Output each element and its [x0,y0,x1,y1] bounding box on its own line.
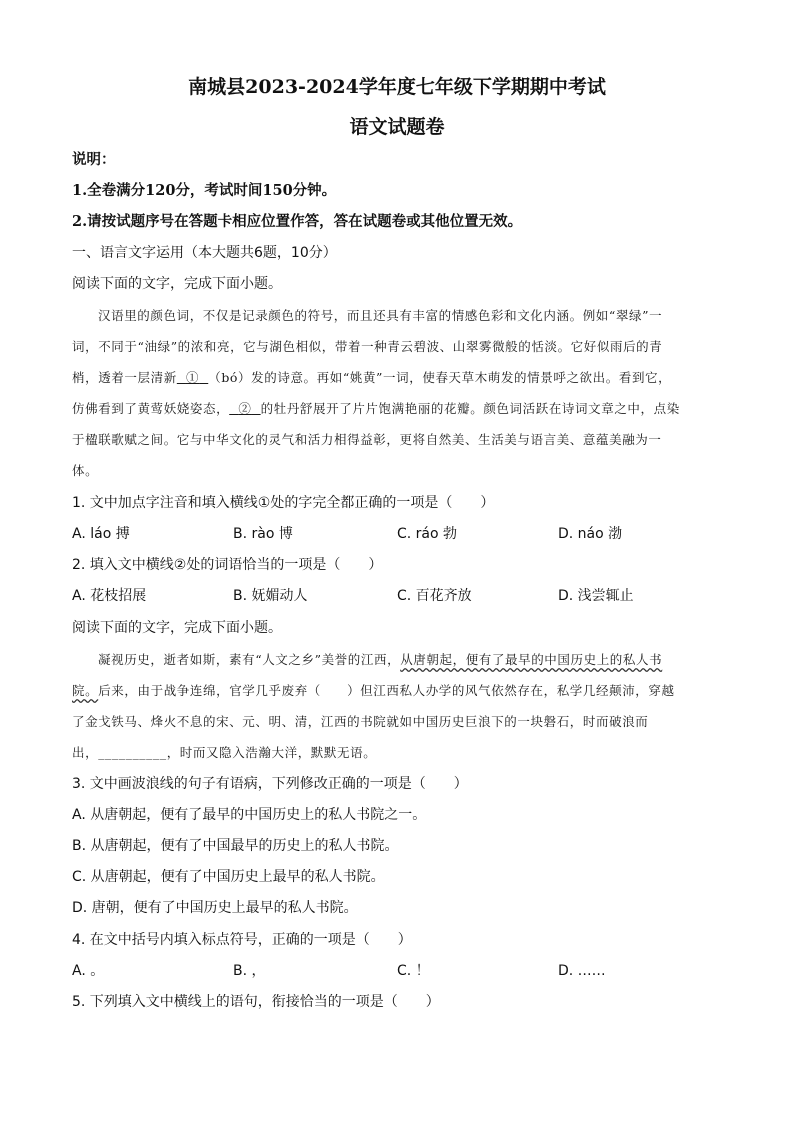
passage-1-line-1: 汉语里的颜色词，不仅是记录颜色的符号，而且还具有丰富的情感色彩和文化内涵。例如“翠绿”一 [98,308,663,323]
q2-option-a[interactable]: A. 花枝招展 [72,588,147,604]
q3-option-c[interactable]: C. 从唐朝起，便有了中国历史上最早的私人书院。 [72,869,385,885]
wavy-sentence-part-1: 从唐朝起，便有了最早的中国历史上的私人书 [400,652,663,667]
question-1-options [72,524,722,544]
passage-1-line-4-text: 仿佛看到了黄莺妖娆姿态， [72,401,230,416]
question-1-stem: 1. 文中加点字注音和填入横线①处的字完全都正确的一项是（ ） [72,495,495,511]
passage-2-line-4-text: 出， [72,745,99,760]
question-4-options [72,961,722,981]
q4-option-d[interactable]: D. …… [558,963,606,979]
passage-2-line-2-rest: 后来，由于战争连绵，官学几乎废弃（ ）但江西私人办学的风气依然存在，私学几经颠沛，穿越 [98,683,675,698]
passage-1-line-4-rest: 的牡丹舒展开了片片饱满艳丽的花瓣。颜色词活跃在诗词文章之中，点染 [260,401,680,416]
question-2-options [72,586,722,606]
blank-3: __________ [98,745,167,760]
reading-intro-1: 阅读下面的文字，完成下面小题。 [72,276,282,292]
q4-option-c[interactable]: C. ！ [397,963,430,979]
passage-1-line-3-rest: （bó）发的诗意。再如“姚黄”一词，使春天草木萌发的情景呼之欲出。看到它， [208,370,672,385]
q3-option-b[interactable]: B. 从唐朝起，便有了中国最早的历史上的私人书院。 [72,838,399,854]
q3-option-a[interactable]: A. 从唐朝起，便有了最早的中国历史上的私人书院之一。 [72,807,427,823]
instruction-item-1: 1.全卷满分120分，考试时间150分钟。 [72,182,337,199]
passage-1-line-4 [72,399,722,419]
q1-option-c[interactable]: C. ráo 勃 [397,526,458,542]
q2-option-c[interactable]: C. 百花齐放 [397,588,472,604]
q4-option-b[interactable]: B. ， [233,963,266,979]
passage-1-line-2: 词，不同于“油绿”的浓和亮，它与湖色相似，带着一种青云碧波、山翠雾微般的恬淡。它好似雨后的青 [72,339,663,354]
q1-option-d[interactable]: D. náo 渤 [558,526,623,542]
passage-2-line-2 [72,681,722,701]
wavy-sentence-part-2: 院。 [72,683,99,698]
passage-1-line-6: 体。 [72,463,99,478]
q3-option-d[interactable]: D. 唐朝，便有了中国历史上最早的私人书院。 [72,900,358,916]
q2-option-d[interactable]: D. 浅尝辄止 [558,588,634,604]
reading-intro-2: 阅读下面的文字，完成下面小题。 [72,620,282,636]
q1-option-a[interactable]: A. láo 搏 [72,526,130,542]
q1-option-b[interactable]: B. rào 博 [233,526,293,542]
blank-2: ② [238,401,252,416]
passage-1-line-3-text: 梢，透着一层清新 [72,370,177,385]
question-5-stem: 5. 下列填入文中横线上的语句，衔接恰当的一项是（ ） [72,994,440,1010]
blank-1: ① [185,370,200,385]
passage-1-line-3 [72,368,722,388]
passage-2-line-1 [72,650,722,670]
instruction-item-2: 2.请按试题序号在答题卡相应位置作答，答在试题卷或其他位置无效。 [72,213,523,230]
question-3-stem: 3. 文中画波浪线的句子有语病，下列修改正确的一项是（ ） [72,776,468,792]
exam-subtitle: 语文试题卷 [349,116,445,138]
exam-title: 南城县2023-2024学年度七年级下学期期中考试 [188,76,606,98]
question-2-stem: 2. 填入文中横线②处的词语恰当的一项是（ ） [72,557,383,573]
passage-2-line-4-rest: ，时而又隐入浩瀚大洋，默默无语。 [166,745,377,760]
passage-2-line-3: 了金戈铁马、烽火不息的宋、元、明、清，江西的书院就如中国历史巨浪下的一块磐石，时而破浪而 [72,714,649,729]
passage-1-line-5: 于楹联歌赋之间。它与中华文化的灵气和活力相得益彰，更将自然美、生活美与语言美、意蕴美融为一 [72,432,662,447]
instructions-label: 说明： [72,151,116,168]
passage-2-line-1-text: 凝视历史，逝者如斯，素有“人文之乡”美誉的江西， [98,652,401,667]
section-heading: 一、语言文字运用（本大题共6题，10分） [72,245,337,261]
passage-2-line-4 [72,743,722,763]
q2-option-b[interactable]: B. 妩媚动人 [233,588,308,604]
q4-option-a[interactable]: A. 。 [72,963,105,979]
question-4-stem: 4. 在文中括号内填入标点符号，正确的一项是（ ） [72,932,412,948]
